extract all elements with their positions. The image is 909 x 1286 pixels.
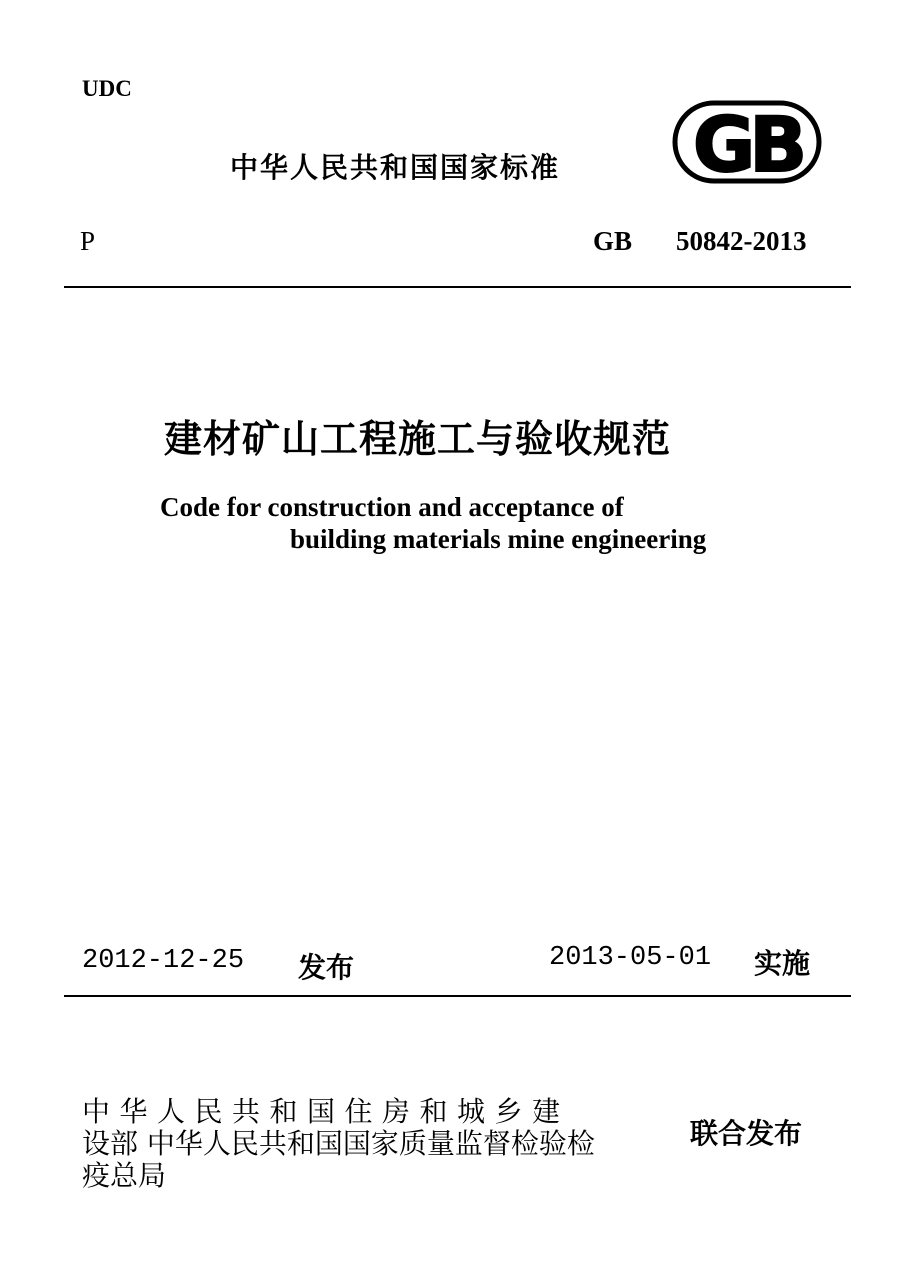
publisher-line-3: 疫总局 [82, 1159, 167, 1192]
publisher-line-1: 中华人民共和国住房和城乡建 [82, 1095, 570, 1128]
effective-label: 实施 [754, 947, 811, 980]
standard-prefix: GB [593, 226, 633, 256]
title-chinese: 建材矿山工程施工与验收规范 [164, 419, 672, 461]
issue-date: 2012-12-25 [82, 946, 245, 976]
joint-release-label: 联合发布 [690, 1117, 803, 1150]
title-english-line-2: building materials mine engineering [290, 524, 707, 554]
standard-number: 50842-2013 [676, 226, 807, 256]
gb-logo-text: GB [692, 100, 802, 184]
effective-date: 2013-05-01 [549, 943, 712, 973]
title-english-line-1: Code for construction and acceptance of [160, 492, 624, 522]
issue-label: 发布 [298, 951, 355, 984]
gb-logo-icon [672, 100, 822, 184]
bottom-divider [64, 995, 851, 997]
udc-label: UDC [82, 76, 132, 101]
top-divider [64, 286, 851, 288]
national-standard-heading: 中华人民共和国国家标准 [230, 151, 561, 184]
category-code: P [80, 226, 96, 256]
publisher-line-2: 设部 中华人民共和国国家质量监督检验检 [82, 1127, 595, 1160]
